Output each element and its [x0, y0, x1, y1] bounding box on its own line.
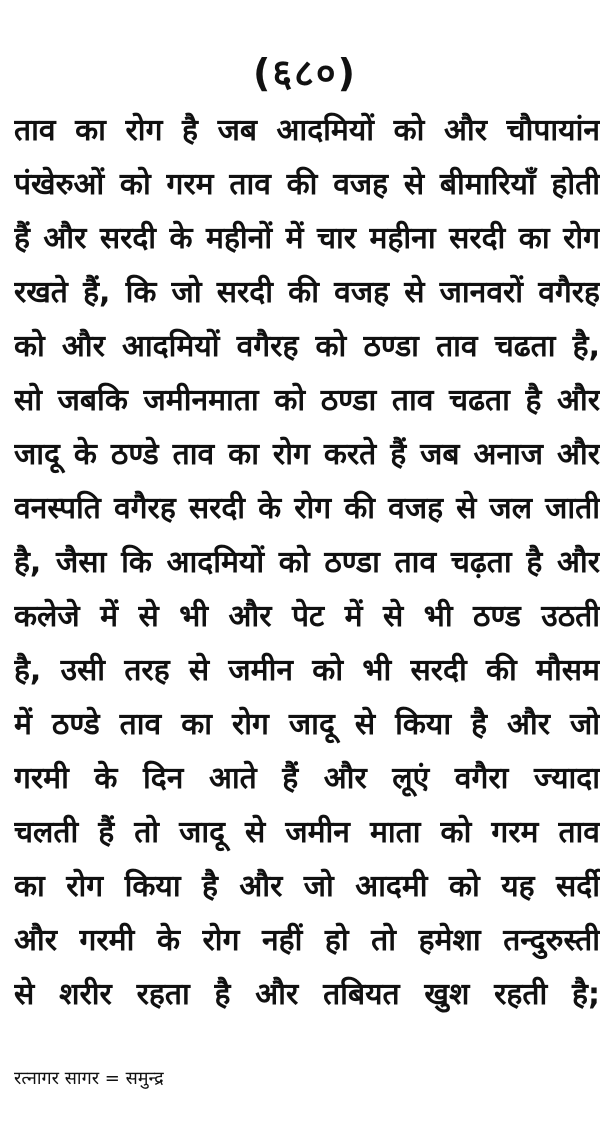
page-number: (६८०) [252, 51, 357, 95]
text-line: सो जबकि जमीनमाता को ठण्डा ताव चढता है और [14, 383, 600, 418]
text-line: से शरीर रहता है और तबियत खुश रहती है; [14, 977, 600, 1012]
text-line: में ठण्डे ताव का रोग जादू से किया है और जो [14, 707, 600, 742]
text-line: जादू के ठण्डे ताव का रोग करते हैं जब अनाज और [14, 437, 600, 472]
text-line: कलेजे में से भी और पेट में से भी ठण्ड उठती [14, 599, 600, 634]
text-line: को और आदमियों वगैरह को ठण्डा ताव चढता है, [14, 329, 600, 364]
text-line: गरमी के दिन आते हैं और लूएं वगैरा ज्यादा [14, 761, 600, 796]
text-line: रखते हैं, कि जो सरदी की वजह से जानवरों वगैरह [14, 275, 600, 310]
text-line: चलती हैं तो जादू से जमीन माता को गरम ताव [14, 815, 600, 850]
text-line: है, जैसा कि आदमियों को ठण्डा ताव चढ़ता है और [14, 545, 600, 580]
text-line: का रोग किया है और जो आदमी को यह सर्दी [14, 869, 600, 904]
text-line: हैं और सरदी के महीनों में चार महीना सरदी का रोग [14, 221, 600, 256]
text-line: ताव का रोग है जब आदमियों को और चौपायांन [14, 113, 600, 148]
text-line: और गरमी के रोग नहीं हो तो हमेशा तन्दुरुस्ती [14, 923, 600, 958]
text-line: है, उसी तरह से जमीन को भी सरदी की मौसम [14, 653, 600, 688]
body-text [14, 104, 600, 1022]
text-line: पंखेरुओं को गरम ताव की वजह से बीमारियाँ होती [14, 167, 600, 202]
footnote: रत्नागर सागर = समुन्द्र [14, 1068, 164, 1089]
text-line: वनस्पति वगैरह सरदी के रोग की वजह से जल जाती [14, 491, 600, 526]
